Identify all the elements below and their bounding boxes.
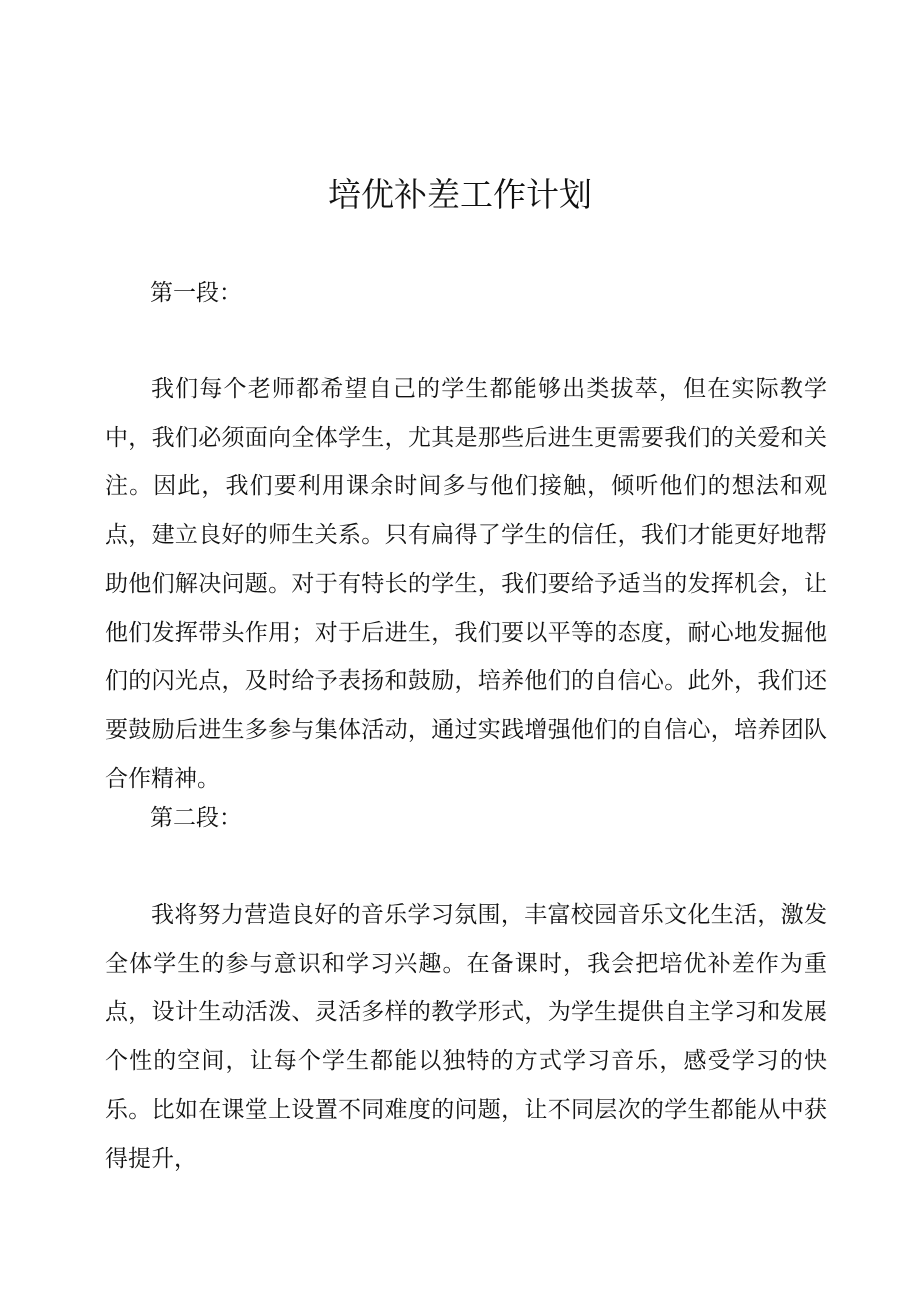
- document-title: 培优补差工作计划: [328, 175, 592, 214]
- section-heading-1: 第一段：: [150, 280, 242, 306]
- section-paragraph-1: 我们每个老师都希望自己的学生都能够出类拔萃，但在实际教学中，我们必须面向全体学生，尤其是那些后进生更需要我们的关爱和关注。因此，我们要利用课余时间多与他们接触，倾听他们的想法和观点，建立良好的师生关系。只有扁得了学生的信任，我们才能更好地帮助他们解决问题。对于有特长的学生，我们要给予适当的发挥机会，让他们发挥带头作用；对于后进生，我们要以平等的态度，耐心地发掘他们的闪光点，及时给予表扬和鼓励，培养他们的自信心。此外，我们还要鼓励后进生多参与集体活动，通过实践增强他们的自信心，培养团队合作精神。: [105, 376, 827, 792]
- section-heading-2: 第二段：: [150, 805, 242, 831]
- section-paragraph-2: 我将努力营造良好的音乐学习氛围，丰富校园音乐文化生活，激发全体学生的参与意识和学习兴趣。在备课时，我会把培优补差作为重点，设计生动活泼、灵活多样的教学形式，为学生提供自主学习和发展个性的空间，让每个学生都能以独特的方式学习音乐，感受学习的快乐。比如在课堂上设置不同难度的问题，让不同层次的学生都能从中获得提升，: [105, 902, 827, 1172]
